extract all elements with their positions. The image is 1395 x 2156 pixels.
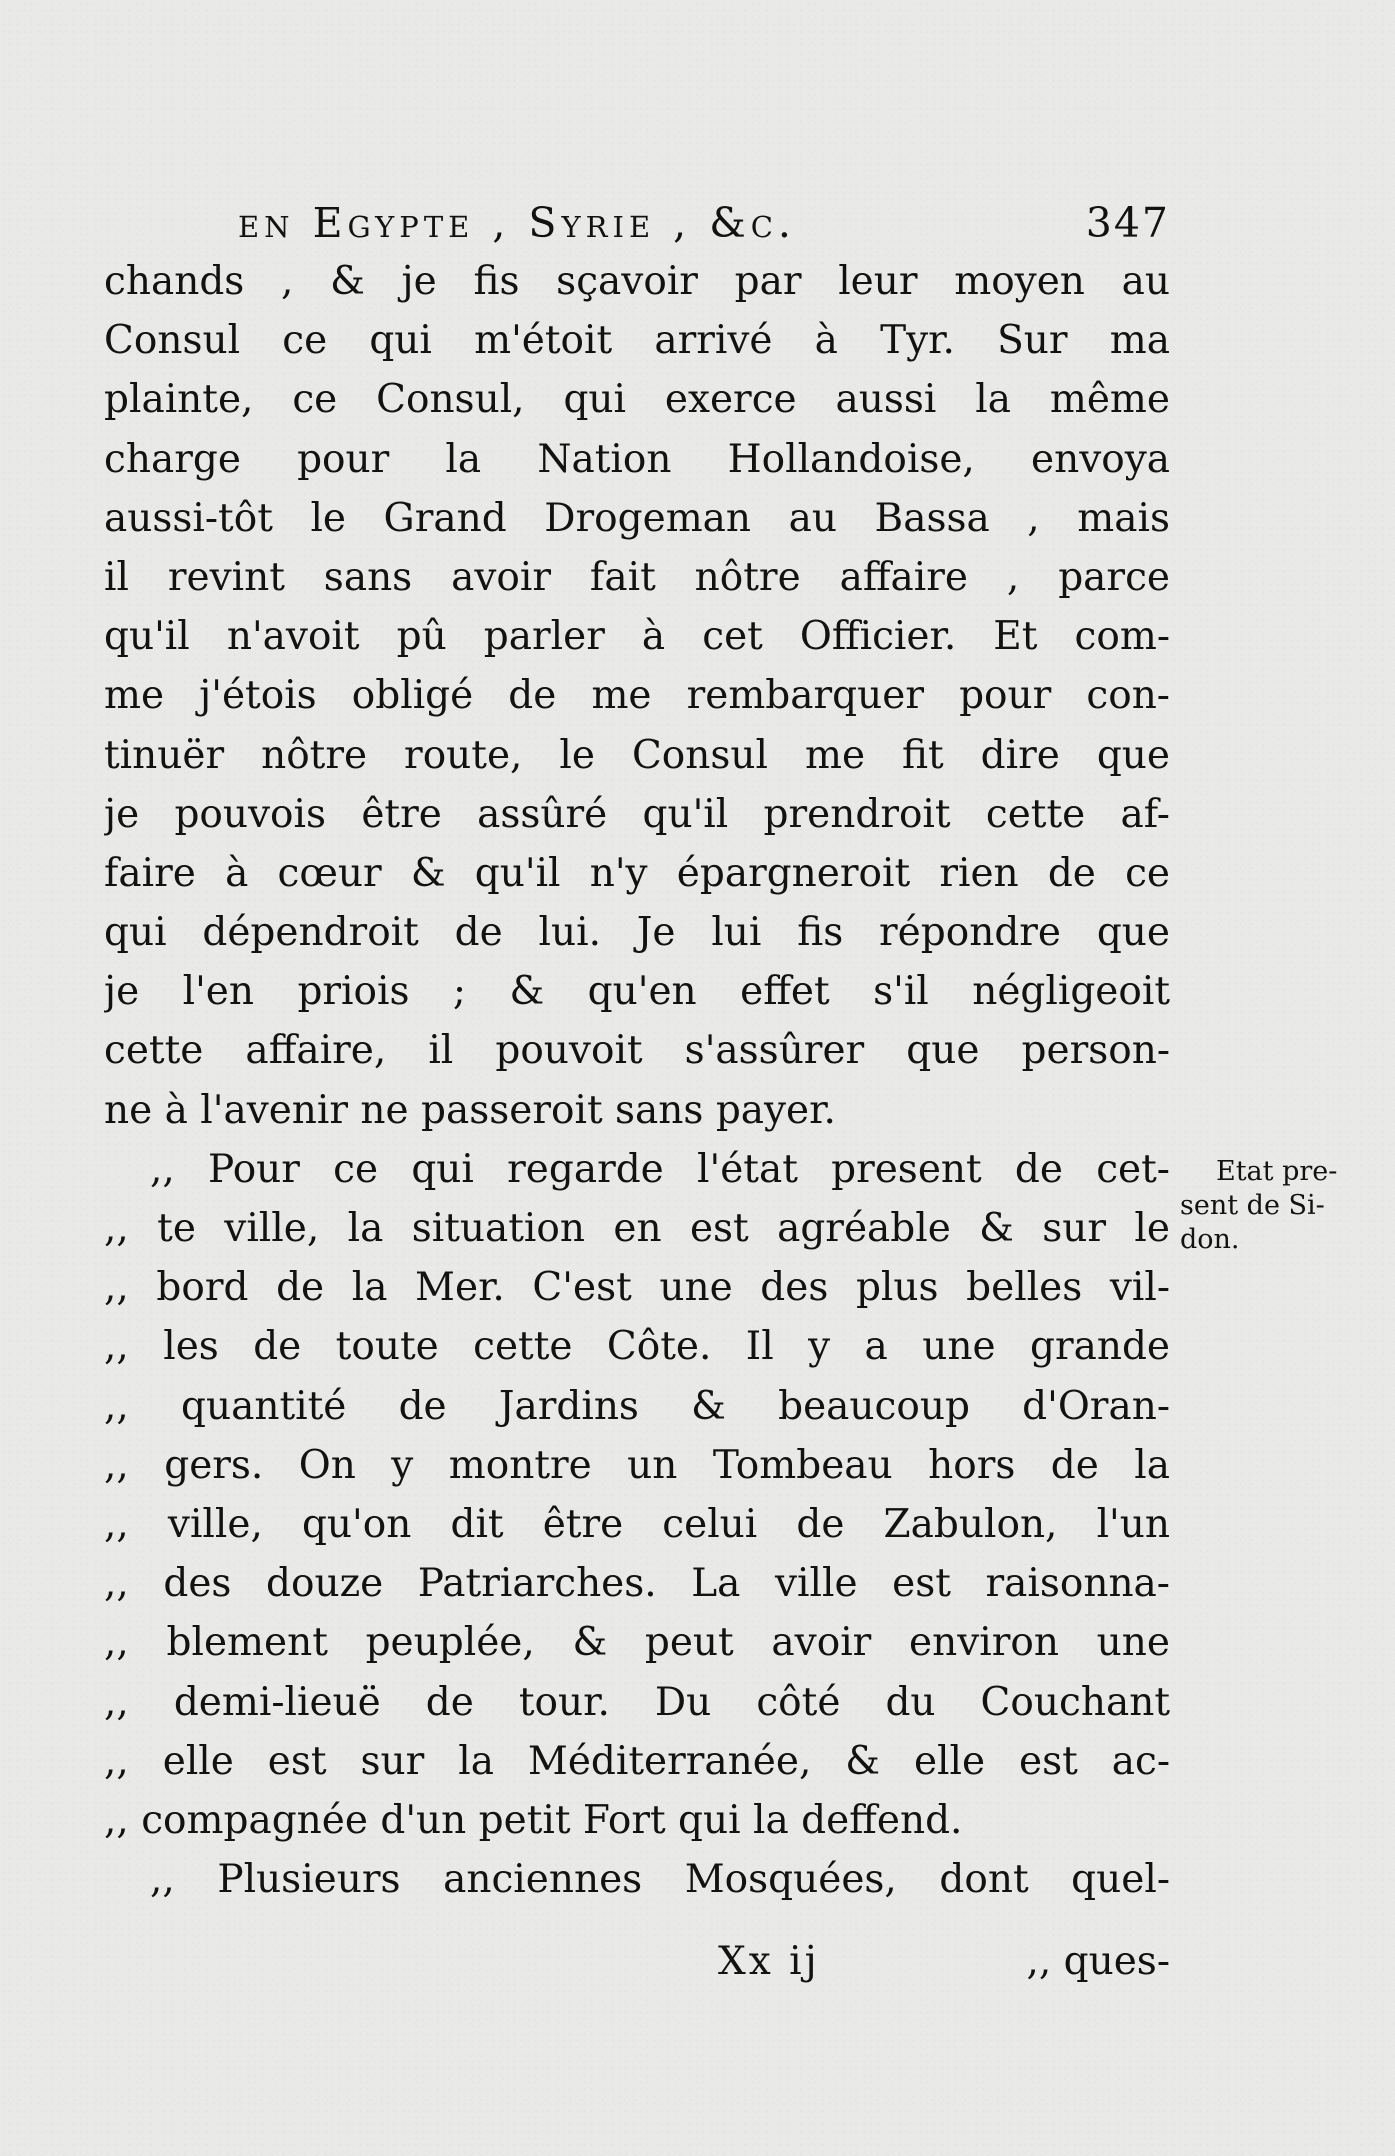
catchword: ,, ques- xyxy=(1026,1939,1170,1984)
text-line: ,, gers. On y montre un Tombeau hors de la xyxy=(104,1442,1170,1488)
text-line: ,, Pour ce qui regarde l'état present de cet- xyxy=(150,1146,1170,1192)
running-head xyxy=(238,193,1170,253)
text-line: me j'étois obligé de me rembarquer pour con- xyxy=(104,673,1170,719)
text-line: je pouvois être assûré qu'il prendroit cette af- xyxy=(104,791,1170,837)
text-line: je l'en priois ; & qu'en effet s'il négligeoit xyxy=(104,969,1170,1015)
text-block xyxy=(104,252,1170,1909)
text-line: ,, Plusieurs anciennes Mosquées, dont quel- xyxy=(150,1857,1170,1903)
text-line: faire à cœur & qu'il n'y épargneroit rien de ce xyxy=(104,850,1170,896)
text-line: il revint sans avoir fait nôtre affaire , parce xyxy=(104,554,1170,600)
text-line: ,, ville, qu'on dit être celui de Zabulon, l'un xyxy=(104,1501,1170,1547)
text-line: plainte, ce Consul, qui exerce aussi la même xyxy=(104,377,1170,423)
page-number: 347 xyxy=(1085,199,1170,247)
margin-note-line: sent de Si- xyxy=(1180,1190,1325,1221)
text-line: ,, quantité de Jardins & beaucoup d'Oran- xyxy=(104,1383,1170,1429)
text-line: ne à l'avenir ne passeroit sans payer. xyxy=(104,1087,836,1133)
text-line: chands , & je fis sçavoir par leur moyen au xyxy=(104,259,1170,304)
text-line: ,, blement peuplée, & peut avoir environ une xyxy=(104,1620,1170,1666)
text-line: ,, des douze Patriarches. La ville est raisonna- xyxy=(104,1561,1170,1607)
text-line: Consul ce qui m'étoit arrivé à Tyr. Sur ma xyxy=(104,318,1170,364)
text-line: tinuër nôtre route, le Consul me fit dire que xyxy=(104,732,1170,778)
margin-note-line: Etat pre- xyxy=(1216,1156,1338,1187)
text-line: ,, te ville, la situation en est agréable & sur le xyxy=(104,1206,1170,1251)
text-line: ,, demi-lieuë de tour. Du côté du Couchant xyxy=(104,1679,1170,1725)
margin-note xyxy=(1180,1155,1380,1257)
text-line: ,, elle est sur la Méditerranée, & elle est ac- xyxy=(104,1738,1170,1784)
text-line: cette affaire, il pouvoit s'assûrer que person- xyxy=(104,1028,1170,1074)
signature-mark: Xx ij xyxy=(718,1939,820,1984)
catchline xyxy=(104,1932,1170,1992)
text-line: qu'il n'avoit pû parler à cet Officier. Et com- xyxy=(104,614,1170,660)
text-line: ,, compagnée d'un petit Fort qui la deffend. xyxy=(104,1797,963,1843)
text-line: qui dépendroit de lui. Je lui fis répondre que xyxy=(104,910,1170,956)
text-line: aussi-tôt le Grand Drogeman au Bassa , mais xyxy=(104,495,1170,541)
text-line: ,, bord de la Mer. C'est une des plus belles vil- xyxy=(104,1265,1170,1311)
text-line: ,, les de toute cette Côte. Il y a une grande xyxy=(104,1324,1170,1370)
margin-note-line: don. xyxy=(1180,1224,1240,1255)
text-line: charge pour la Nation Hollandoise, envoya xyxy=(104,436,1170,482)
running-head-title: en Egypte , Syrie , &c. xyxy=(238,199,796,247)
